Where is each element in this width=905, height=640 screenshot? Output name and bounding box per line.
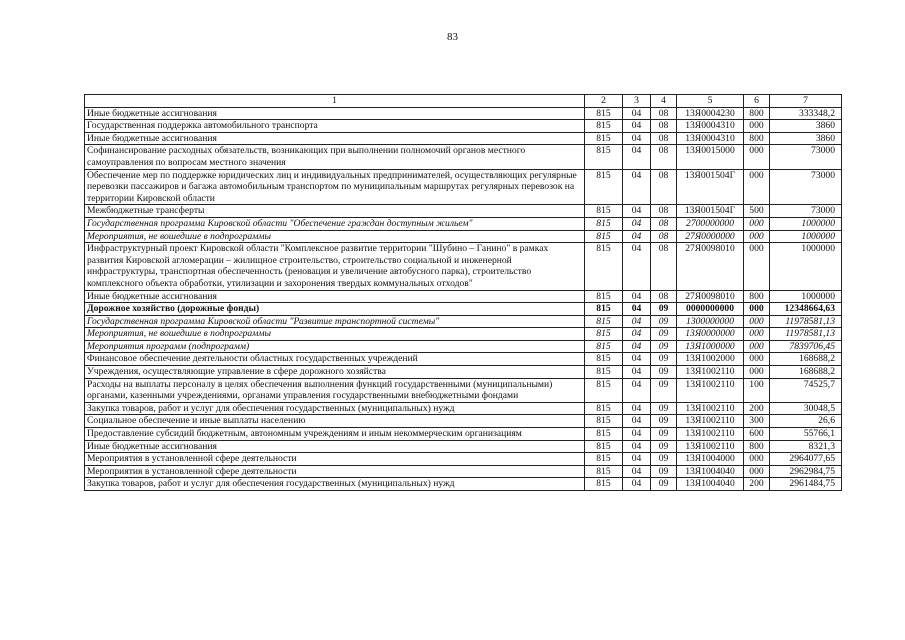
subsection-cell: 09 — [651, 415, 677, 428]
admin-code-cell: 815 — [585, 378, 623, 402]
subsection-cell: 09 — [651, 453, 677, 466]
amount-cell: 12348664,63 — [770, 303, 842, 316]
header-cell: 2 — [585, 95, 623, 108]
target-article-cell: 13Я1002110 — [677, 402, 744, 415]
amount-cell: 1000000 — [770, 217, 842, 230]
subsection-cell: 09 — [651, 315, 677, 328]
expense-type-cell: 000 — [744, 328, 770, 341]
target-article-cell: 2700000000 — [677, 217, 744, 230]
table-body — [85, 95, 842, 491]
subsection-cell: 09 — [651, 328, 677, 341]
section-cell: 04 — [623, 217, 651, 230]
row-name-cell: Софинансирование расходных обязательств, возникающих при выполнении полномочий органов местного самоуправления по вопросам местного значения — [85, 145, 585, 169]
amount-cell: 333348,2 — [770, 107, 842, 120]
admin-code-cell: 815 — [585, 120, 623, 133]
subsection-cell: 09 — [651, 340, 677, 353]
admin-code-cell: 815 — [585, 145, 623, 169]
expense-type-cell: 600 — [744, 428, 770, 441]
header-cell: 7 — [770, 95, 842, 108]
section-cell: 04 — [623, 465, 651, 478]
expense-type-cell: 000 — [744, 340, 770, 353]
admin-code-cell: 815 — [585, 465, 623, 478]
expense-type-cell: 000 — [744, 120, 770, 133]
target-article-cell: 1300000000 — [677, 315, 744, 328]
subsection-cell: 08 — [651, 290, 677, 303]
row-name-cell: Учреждения, осуществляющие управление в сфере дорожного хозяйства — [85, 366, 585, 379]
section-cell: 04 — [623, 440, 651, 453]
section-cell: 04 — [623, 315, 651, 328]
admin-code-cell: 815 — [585, 453, 623, 466]
expense-type-cell: 300 — [744, 415, 770, 428]
admin-code-cell: 815 — [585, 107, 623, 120]
row-name-cell: Государственная программа Кировской области "Развитие транспортной системы" — [85, 315, 585, 328]
header-cell: 3 — [623, 95, 651, 108]
table-row — [85, 440, 842, 453]
row-name-cell: Закупка товаров, работ и услуг для обеспечения государственных (муниципальных) нужд — [85, 478, 585, 491]
subsection-cell: 09 — [651, 366, 677, 379]
section-cell: 04 — [623, 428, 651, 441]
row-name-cell: Расходы на выплаты персоналу в целях обеспечения выполнения функций государственными (муниципальными) органами, казенными учреждениями, органами управления государственными внебюджетными фондами — [85, 378, 585, 402]
table-row — [85, 428, 842, 441]
target-article-cell: 13Я1004040 — [677, 478, 744, 491]
table-row — [85, 243, 842, 290]
table-row — [85, 205, 842, 218]
subsection-cell: 09 — [651, 465, 677, 478]
row-name-cell: Межбюджетные трансферты — [85, 205, 585, 218]
table-row — [85, 315, 842, 328]
section-cell: 04 — [623, 107, 651, 120]
admin-code-cell: 815 — [585, 243, 623, 290]
target-article-cell: 13Я1002000 — [677, 353, 744, 366]
target-article-cell: 13Я1002110 — [677, 428, 744, 441]
header-cell: 4 — [651, 95, 677, 108]
row-name-cell: Дорожное хозяйство (дорожные фонды) — [85, 303, 585, 316]
page-number: 83 — [447, 31, 458, 43]
expense-type-cell: 000 — [744, 217, 770, 230]
target-article-cell: 13Я0015000 — [677, 145, 744, 169]
target-article-cell: 0000000000 — [677, 303, 744, 316]
amount-cell: 55766,1 — [770, 428, 842, 441]
section-cell: 04 — [623, 328, 651, 341]
section-cell: 04 — [623, 205, 651, 218]
section-cell: 04 — [623, 402, 651, 415]
header-cell: 6 — [744, 95, 770, 108]
admin-code-cell: 815 — [585, 353, 623, 366]
target-article-cell: 13Я1000000 — [677, 340, 744, 353]
section-cell: 04 — [623, 132, 651, 145]
row-name-cell: Государственная программа Кировской области "Обеспечение граждан доступным жильем" — [85, 217, 585, 230]
amount-cell: 73000 — [770, 169, 842, 205]
expense-type-cell: 000 — [744, 465, 770, 478]
expense-type-cell: 500 — [744, 205, 770, 218]
admin-code-cell: 815 — [585, 340, 623, 353]
section-cell: 04 — [623, 243, 651, 290]
subsection-cell: 09 — [651, 428, 677, 441]
admin-code-cell: 815 — [585, 440, 623, 453]
row-name-cell: Иные бюджетные ассигнования — [85, 440, 585, 453]
amount-cell: 1000000 — [770, 290, 842, 303]
table-row — [85, 465, 842, 478]
row-name-cell: Государственная поддержка автомобильного транспорта — [85, 120, 585, 133]
row-name-cell: Финансовое обеспечение деятельности областных государственных учреждений — [85, 353, 585, 366]
expense-type-cell: 800 — [744, 440, 770, 453]
subsection-cell: 08 — [651, 120, 677, 133]
admin-code-cell: 815 — [585, 478, 623, 491]
section-cell: 04 — [623, 290, 651, 303]
table-row — [85, 132, 842, 145]
target-article-cell: 13Я1004040 — [677, 465, 744, 478]
header-cell: 5 — [677, 95, 744, 108]
amount-cell: 2962984,75 — [770, 465, 842, 478]
table-row — [85, 107, 842, 120]
target-article-cell: 13Я1002110 — [677, 440, 744, 453]
subsection-cell: 09 — [651, 378, 677, 402]
section-cell: 04 — [623, 478, 651, 491]
amount-cell: 26,6 — [770, 415, 842, 428]
amount-cell: 168688,2 — [770, 366, 842, 379]
amount-cell: 30048,5 — [770, 402, 842, 415]
target-article-cell: 13Я001504Г — [677, 205, 744, 218]
table-row — [85, 290, 842, 303]
expense-type-cell: 800 — [744, 132, 770, 145]
expense-type-cell: 000 — [744, 366, 770, 379]
subsection-cell: 09 — [651, 353, 677, 366]
target-article-cell: 27Я0098010 — [677, 243, 744, 290]
table-row — [85, 217, 842, 230]
amount-cell: 8321,3 — [770, 440, 842, 453]
subsection-cell: 09 — [651, 402, 677, 415]
admin-code-cell: 815 — [585, 402, 623, 415]
expense-type-cell: 200 — [744, 478, 770, 491]
subsection-cell: 08 — [651, 217, 677, 230]
admin-code-cell: 815 — [585, 315, 623, 328]
subsection-cell: 09 — [651, 478, 677, 491]
admin-code-cell: 815 — [585, 230, 623, 243]
target-article-cell: 13Я1004000 — [677, 453, 744, 466]
target-article-cell: 13Я0004310 — [677, 132, 744, 145]
admin-code-cell: 815 — [585, 415, 623, 428]
target-article-cell: 13Я1002110 — [677, 415, 744, 428]
target-article-cell: 13Я0004230 — [677, 107, 744, 120]
table-row — [85, 145, 842, 169]
section-cell: 04 — [623, 145, 651, 169]
table-row — [85, 340, 842, 353]
target-article-cell: 13Я0004310 — [677, 120, 744, 133]
expense-type-cell: 200 — [744, 402, 770, 415]
subsection-cell: 08 — [651, 230, 677, 243]
row-name-cell: Мероприятия в установленной сфере деятельности — [85, 465, 585, 478]
admin-code-cell: 815 — [585, 290, 623, 303]
amount-cell: 2961484,75 — [770, 478, 842, 491]
target-article-cell: 13Я1002110 — [677, 378, 744, 402]
header-cell: 1 — [85, 95, 585, 108]
row-name-cell: Обеспечение мер по поддержке юридических лиц и индивидуальных предпринимателей, осуществляющих регулярные перевозки пассажиров и багажа автомобильным транспортом по муниципальным маршрутах регулярных перевозок на территории Кировской области — [85, 169, 585, 205]
admin-code-cell: 815 — [585, 132, 623, 145]
expense-type-cell: 000 — [744, 169, 770, 205]
admin-code-cell: 815 — [585, 303, 623, 316]
table-row — [85, 415, 842, 428]
expense-type-cell: 000 — [744, 243, 770, 290]
amount-cell: 1000000 — [770, 230, 842, 243]
subsection-cell: 09 — [651, 303, 677, 316]
section-cell: 04 — [623, 453, 651, 466]
section-cell: 04 — [623, 415, 651, 428]
admin-code-cell: 815 — [585, 217, 623, 230]
row-name-cell: Инфраструктурный проект Кировской области "Комплексное развитие территории "Шубино – Ганино" в рамках развития Кировской агломерации – жилищное строительство, строительство социальной и инженерной инфраструктуры, транспортная обеспеченность (реновация и увеличение автобусного парка), строительство комплексного объекта обработки, утилизации и захоронения твердых коммунальных отходов" — [85, 243, 585, 290]
subsection-cell: 08 — [651, 107, 677, 120]
amount-cell: 3860 — [770, 120, 842, 133]
target-article-cell: 27Я0098010 — [677, 290, 744, 303]
section-cell: 04 — [623, 378, 651, 402]
table-row — [85, 478, 842, 491]
section-cell: 04 — [623, 120, 651, 133]
amount-cell: 7839706,45 — [770, 340, 842, 353]
admin-code-cell: 815 — [585, 366, 623, 379]
section-cell: 04 — [623, 353, 651, 366]
amount-cell: 11978581,13 — [770, 328, 842, 341]
amount-cell: 1000000 — [770, 243, 842, 290]
row-name-cell: Социальное обеспечение и иные выплаты населению — [85, 415, 585, 428]
row-name-cell: Мероприятия, не вошедшие в подпрограммы — [85, 230, 585, 243]
header-row — [85, 95, 842, 108]
row-name-cell: Мероприятия в установленной сфере деятельности — [85, 453, 585, 466]
section-cell: 04 — [623, 303, 651, 316]
section-cell: 04 — [623, 169, 651, 205]
subsection-cell: 08 — [651, 169, 677, 205]
table-row — [85, 353, 842, 366]
table-row — [85, 169, 842, 205]
expense-type-cell: 000 — [744, 453, 770, 466]
expense-type-cell: 000 — [744, 145, 770, 169]
expense-type-cell: 000 — [744, 230, 770, 243]
table-row — [85, 120, 842, 133]
expense-type-cell: 000 — [744, 353, 770, 366]
subsection-cell: 08 — [651, 205, 677, 218]
expense-type-cell: 800 — [744, 107, 770, 120]
row-name-cell: Мероприятия, не вошедшие в подпрограммы — [85, 328, 585, 341]
row-name-cell: Иные бюджетные ассигнования — [85, 107, 585, 120]
table-row — [85, 453, 842, 466]
subsection-cell: 08 — [651, 243, 677, 290]
amount-cell: 3860 — [770, 132, 842, 145]
admin-code-cell: 815 — [585, 205, 623, 218]
admin-code-cell: 815 — [585, 428, 623, 441]
row-name-cell: Предоставление субсидий бюджетным, автономным учреждениям и иным некоммерческим организациям — [85, 428, 585, 441]
target-article-cell: 27Я0000000 — [677, 230, 744, 243]
admin-code-cell: 815 — [585, 169, 623, 205]
section-cell: 04 — [623, 366, 651, 379]
amount-cell: 73000 — [770, 145, 842, 169]
table-row — [85, 366, 842, 379]
subsection-cell: 08 — [651, 145, 677, 169]
table-row — [85, 303, 842, 316]
target-article-cell: 13Я1002110 — [677, 366, 744, 379]
target-article-cell: 13Я001504Г — [677, 169, 744, 205]
row-name-cell: Мероприятия программ (подпрограмм) — [85, 340, 585, 353]
budget-table — [84, 94, 842, 491]
table-row — [85, 402, 842, 415]
table-row — [85, 230, 842, 243]
expense-type-cell: 000 — [744, 315, 770, 328]
amount-cell: 11978581,13 — [770, 315, 842, 328]
expense-type-cell: 000 — [744, 303, 770, 316]
amount-cell: 73000 — [770, 205, 842, 218]
table-row — [85, 378, 842, 402]
amount-cell: 74525,7 — [770, 378, 842, 402]
table-row — [85, 328, 842, 341]
subsection-cell: 09 — [651, 440, 677, 453]
amount-cell: 168688,2 — [770, 353, 842, 366]
section-cell: 04 — [623, 230, 651, 243]
expense-type-cell: 800 — [744, 290, 770, 303]
row-name-cell: Закупка товаров, работ и услуг для обеспечения государственных (муниципальных) нужд — [85, 402, 585, 415]
expense-type-cell: 100 — [744, 378, 770, 402]
amount-cell: 2964077,65 — [770, 453, 842, 466]
target-article-cell: 13Я0000000 — [677, 328, 744, 341]
row-name-cell: Иные бюджетные ассигнования — [85, 132, 585, 145]
row-name-cell: Иные бюджетные ассигнования — [85, 290, 585, 303]
subsection-cell: 08 — [651, 132, 677, 145]
admin-code-cell: 815 — [585, 328, 623, 341]
section-cell: 04 — [623, 340, 651, 353]
